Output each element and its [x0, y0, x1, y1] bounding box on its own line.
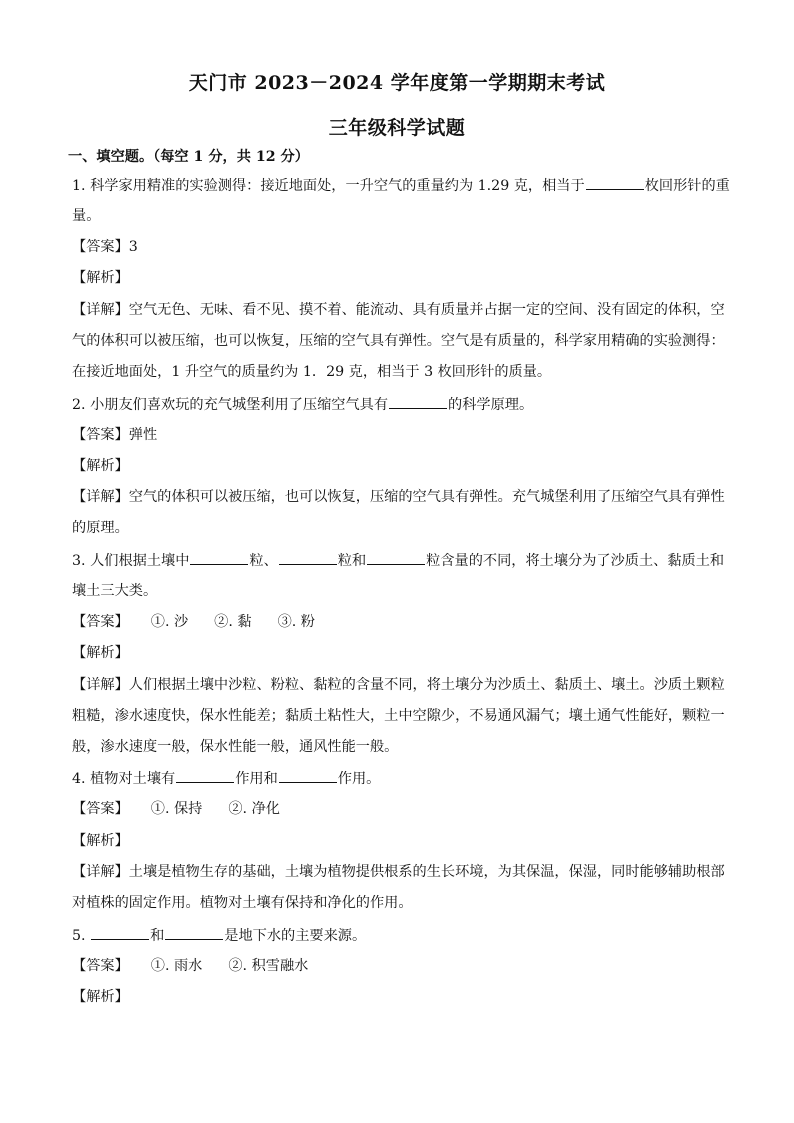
answer-label: 【答案】 [72, 614, 129, 630]
analysis-label: 【解析】 [72, 458, 129, 474]
answer-value: ②. 黏 [214, 614, 252, 630]
answer-value: ②. 净化 [228, 801, 280, 817]
answer-blank [367, 550, 425, 565]
question-1-cont: 量。 [72, 208, 101, 224]
question-text: 的科学原理。 [448, 397, 534, 413]
detail-text-cont: 对植株的固定作用。植物对土壤有保持和净化的作用。 [72, 895, 413, 911]
answer-value: ②. 积雪融水 [228, 958, 309, 974]
question-number: 3. [72, 553, 86, 569]
detail-row [72, 300, 732, 320]
answer-row [72, 425, 732, 445]
question-text: 作用和 [235, 771, 278, 787]
question-text: 植物对土壤有 [90, 771, 176, 787]
answer-value: ③. 粉 [277, 614, 315, 630]
page-subtitle: 三年级科学试题 [328, 117, 466, 139]
detail-text-cont: 气的体积可以被压缩，也可以恢复，压缩的空气具有弹性。空气是有质量的，科学家用精确的实验测得： [72, 333, 725, 349]
answer-label: 【答案】 [72, 427, 129, 443]
answer-value: 3 [128, 239, 138, 255]
answer-value: ①. 沙 [150, 614, 189, 630]
section-heading: 一、填空题。（每空 1 分，共 12 分） [68, 149, 309, 165]
answer-label: 【答案】 [72, 239, 129, 255]
answer-blank [279, 550, 337, 565]
question-number: 4. [72, 771, 86, 787]
detail-row [72, 487, 732, 507]
detail-text-cont: 般，渗水速度一般，保水性能一般，通风性能一般。 [72, 739, 399, 755]
answer-label: 【答案】 [72, 801, 129, 817]
question-4 [72, 768, 732, 789]
answer-value: 弹性 [128, 427, 158, 443]
detail-label: 【详解】 [72, 489, 129, 505]
question-text: 科学家用精准的实验测得：接近地面处，一升空气的重量约为 1.29 克，相当于 [90, 178, 585, 194]
detail-text: 空气的体积可以被压缩，也可以恢复，压缩的空气具有弹性。充气城堡利用了压缩空气具有弹性 [128, 489, 725, 505]
page-title: 天门市 2023－2024 学年度第一学期期末考试 [188, 72, 606, 94]
analysis-label: 【解析】 [72, 989, 129, 1005]
answer-blank [165, 925, 223, 940]
answer-blank [176, 768, 234, 783]
detail-text-cont: 在接近地面处，1 升空气的质量约为 1．29 克，相当于 3 枚回形针的质量。 [72, 364, 552, 380]
detail-text-cont: 粗糙，渗水速度快，保水性能差；黏质土粘性大，土中空隙少，不易通风漏气；壤土通气性能好，颗粒一 [72, 708, 725, 724]
analysis-label: 【解析】 [72, 833, 129, 849]
detail-label: 【详解】 [72, 677, 129, 693]
detail-text: 人们根据土壤中沙粒、粉粒、黏粒的含量不同，将土壤分为沙质土、黏质土、壤土。沙质土颗粒 [128, 677, 725, 693]
detail-text: 空气无色、无味、看不见、摸不着、能流动、具有质量并占据一定的空间、没有固定的体积，空 [128, 302, 725, 318]
question-2 [72, 394, 732, 415]
answer-value: ①. 保持 [150, 801, 203, 817]
detail-label: 【详解】 [72, 864, 129, 880]
answer-label: 【答案】 [72, 958, 129, 974]
question-text: 和 [150, 928, 165, 944]
detail-row [72, 862, 732, 882]
answer-value: ①. 雨水 [150, 958, 203, 974]
question-number: 1. [72, 178, 86, 194]
question-number: 5. [72, 928, 86, 944]
answer-blank [389, 394, 447, 409]
detail-label: 【详解】 [72, 302, 129, 318]
question-5 [72, 925, 732, 946]
answer-row [72, 612, 732, 632]
answer-blank [586, 175, 644, 190]
question-number: 2. [72, 397, 86, 413]
detail-text: 土壤是植物生存的基础，土壤为植物提供根系的生长环境，为其保温，保湿，同时能够辅助根部 [128, 864, 725, 880]
question-text: 枚回形针的重 [644, 178, 730, 194]
question-text: 小朋友们喜欢玩的充气城堡利用了压缩空气具有 [90, 397, 389, 413]
answer-row [72, 237, 732, 257]
question-text: 是地下水的主要来源。 [224, 928, 367, 944]
answer-row [72, 799, 732, 819]
answer-blank [190, 550, 248, 565]
question-text: 人们根据土壤中 [90, 553, 190, 569]
question-text: 粒和 [337, 553, 367, 569]
question-text: 粒含量的不同，将土壤分为了沙质土、黏质土和 [426, 553, 725, 569]
question-3-cont: 壤土三大类。 [72, 583, 158, 599]
analysis-label: 【解析】 [72, 645, 129, 661]
question-3 [72, 550, 732, 571]
question-1 [72, 175, 732, 196]
answer-blank [91, 925, 149, 940]
answer-blank [279, 768, 337, 783]
detail-row [72, 675, 732, 695]
answer-row [72, 956, 732, 976]
question-text: 粒、 [249, 553, 278, 569]
analysis-label: 【解析】 [72, 270, 129, 286]
detail-text-cont: 的原理。 [72, 520, 129, 536]
question-text: 作用。 [337, 771, 381, 787]
